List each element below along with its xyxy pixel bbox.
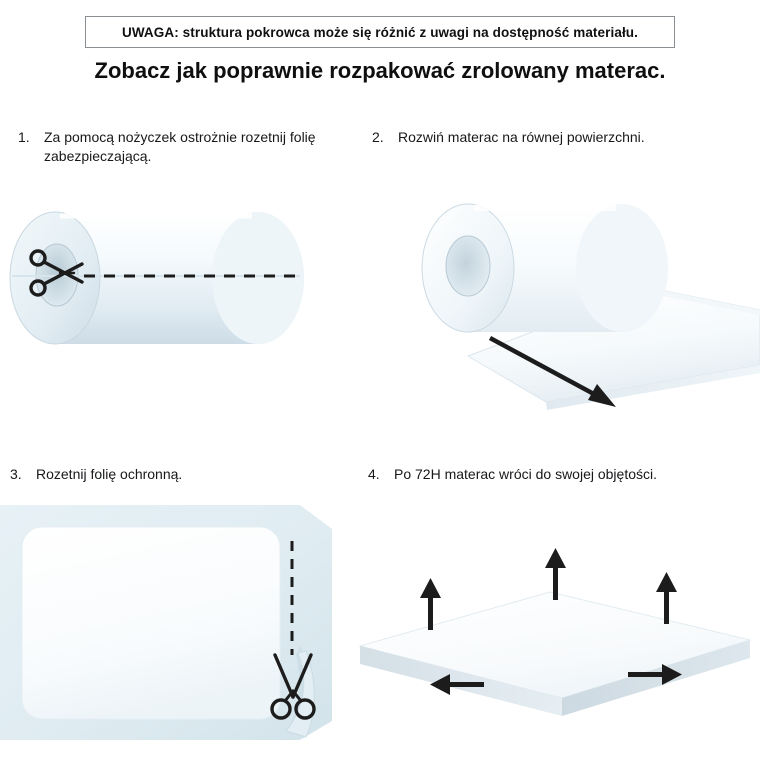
step-1-text: Za pomocą nożyczek ostrożnie rozetnij folię zabezpieczającą. <box>44 129 316 165</box>
notice-text: UWAGA: struktura pokrowca może się różnić z uwagi na dostępność materiału. <box>121 24 638 40</box>
step-4-caption <box>368 465 708 484</box>
notice-banner <box>85 16 675 48</box>
step-4-text: Po 72H materac wróci do swojej objętości. <box>394 466 658 482</box>
step-2-caption <box>372 128 702 147</box>
step-3-caption <box>10 465 310 484</box>
step-2-illustration <box>350 160 760 430</box>
step-3-text: Rozetnij folię ochronną. <box>36 466 183 482</box>
step-2-number: 2. <box>372 129 384 145</box>
step-2-text: Rozwiń materac na równej powierzchni. <box>398 129 645 145</box>
step-3-number: 3. <box>10 466 22 482</box>
step-3-illustration <box>0 505 340 760</box>
step-1-illustration <box>0 180 340 410</box>
step-1-number: 1. <box>18 129 30 145</box>
expansion-arrow-up-right <box>656 572 677 624</box>
page-title: Zobacz jak poprawnie rozpakować zrolowany materac. <box>94 58 666 83</box>
step-4-number: 4. <box>368 466 380 482</box>
step-1-caption <box>18 128 318 167</box>
expansion-arrow-up-left <box>420 578 441 630</box>
step-4-illustration <box>350 520 760 760</box>
